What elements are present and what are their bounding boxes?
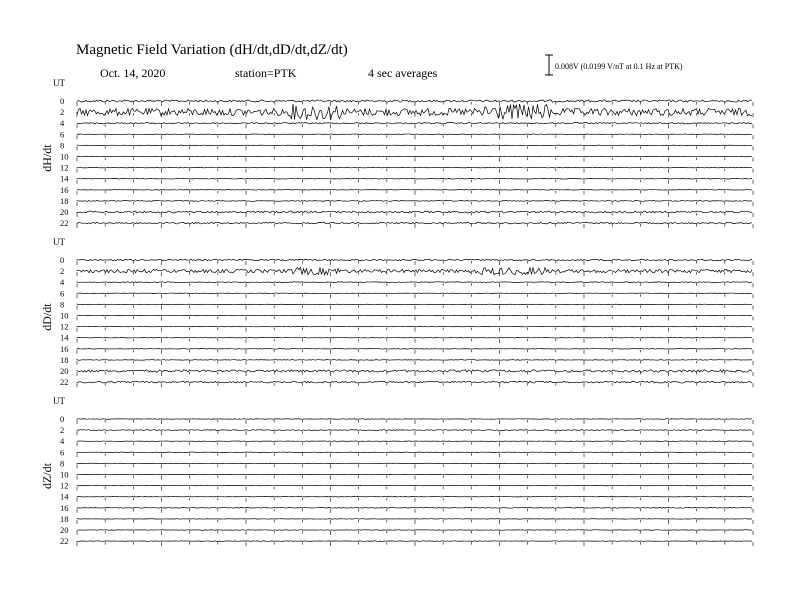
trace-line: [77, 381, 752, 383]
hour-label: 4: [60, 118, 65, 129]
hour-label: 20: [60, 366, 69, 376]
hour-label: 6: [60, 447, 65, 458]
trace-line: [77, 178, 752, 179]
hour-label: 22: [60, 377, 69, 388]
trace-line: [77, 507, 752, 508]
trace-line: [77, 419, 752, 420]
hour-label: 10: [60, 151, 69, 162]
ut-label: UT: [53, 237, 65, 247]
trace-line: [77, 337, 752, 338]
trace-line: [77, 211, 752, 213]
hour-label: 20: [60, 525, 69, 535]
panel-dhdt: [40, 78, 753, 228]
trace-line: [77, 282, 752, 283]
hour-label: 2: [60, 107, 65, 118]
trace-line: [77, 267, 752, 275]
trace-line: [77, 541, 752, 542]
hour-label: 18: [60, 513, 69, 524]
component-label: dZ/dt: [40, 463, 54, 490]
hour-label: 14: [60, 332, 69, 343]
hour-label: 12: [60, 321, 69, 332]
panel-dddt: [40, 237, 753, 387]
panel-dzdt: [40, 396, 753, 546]
hour-label: 6: [60, 129, 65, 140]
hour-label: 12: [60, 480, 69, 491]
hour-label: 18: [60, 195, 69, 206]
trace-line: [77, 360, 752, 361]
hour-label: 0: [60, 96, 65, 106]
station-label: station=PTK: [235, 66, 297, 80]
trace-line: [77, 134, 752, 135]
hour-label: 18: [60, 354, 69, 365]
component-label: dH/dt: [40, 144, 54, 172]
trace-line: [77, 370, 752, 372]
trace-line: [77, 104, 752, 120]
trace-line: [77, 123, 752, 124]
ut-label: UT: [53, 78, 65, 88]
hour-label: 16: [60, 502, 69, 513]
hour-label: 4: [60, 436, 65, 447]
trace-line: [77, 100, 752, 102]
hour-label: 10: [60, 310, 69, 321]
trace-line: [77, 349, 752, 350]
component-label: dD/dt: [40, 303, 54, 331]
trace-line: [77, 156, 752, 157]
hour-label: 16: [60, 343, 69, 354]
hour-label: 6: [60, 288, 65, 299]
hour-label: 14: [60, 173, 69, 184]
trace-line: [77, 293, 752, 294]
hour-label: 10: [60, 469, 69, 480]
trace-line: [77, 222, 752, 224]
hour-label: 8: [60, 299, 65, 310]
hour-label: 8: [60, 140, 65, 151]
trace-line: [77, 145, 752, 146]
trace-line: [77, 430, 752, 431]
hour-label: 16: [60, 184, 69, 195]
hour-label: 20: [60, 207, 69, 217]
trace-line: [77, 200, 752, 201]
hour-label: 2: [60, 266, 65, 277]
hour-label: 0: [60, 414, 65, 424]
ut-label: UT: [53, 396, 65, 406]
averaging-label: 4 sec averages: [368, 66, 438, 80]
hour-label: 22: [60, 536, 69, 547]
hour-label: 22: [60, 218, 69, 229]
chart-title: Magnetic Field Variation (dH/dt,dD/dt,dZ/dt): [76, 42, 348, 58]
trace-line: [77, 190, 752, 191]
trace-line: [77, 167, 752, 168]
hour-label: 2: [60, 425, 65, 436]
scale-label: 0.008V (0.0199 V/nT at 0.1 Hz at PTK): [555, 62, 683, 71]
date-label: Oct. 14, 2020: [100, 66, 166, 80]
hour-label: 8: [60, 458, 65, 469]
hour-label: 14: [60, 491, 69, 502]
trace-line: [77, 530, 752, 531]
scale-bar: [545, 55, 553, 75]
trace-line: [77, 259, 752, 261]
hour-label: 0: [60, 255, 65, 265]
hour-label: 4: [60, 277, 65, 288]
hour-label: 12: [60, 162, 69, 173]
